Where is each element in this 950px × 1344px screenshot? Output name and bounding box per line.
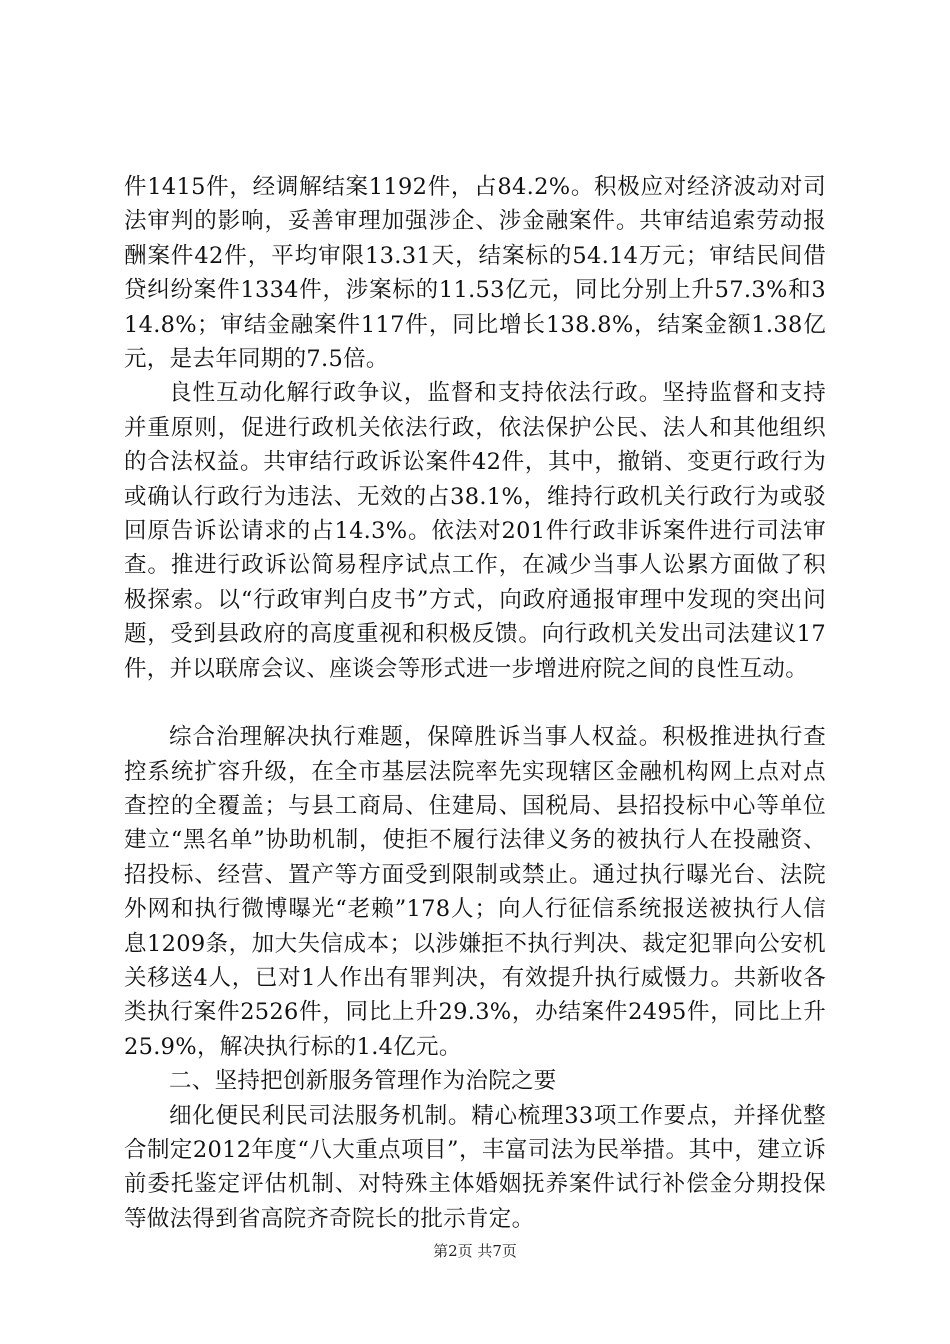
paragraph-continuation-financial-cases: 件1415件，经调解结案1192件，占84.2%。积极应对经济波动对司法审判的影响，妥善审理加强涉企、涉金融案件。共审结追索劳动报酬案件42件，平均审限13.31天，结案标的54.14万元；审结民间借贷纠纷案件1334件，涉案标的11.53亿元，同比分别上升57.3%和314.8%；审结金融案件117件，同比增长138.8%，结案金额1.38亿元，是去年同期的7.5倍。 [124, 174, 826, 373]
document-body [124, 170, 826, 1236]
section-heading-innovation: 二、坚持把创新服务管理作为治院之要 [169, 1068, 557, 1095]
page-number-footer: 第2页 共7页 [433, 1242, 517, 1260]
paragraph-judicial-service: 细化便民利民司法服务机制。精心梳理33项工作要点，并择优整合制定2012年度“八大重点项目”，丰富司法为民举措。其中，建立诉前委托鉴定评估机制、对特殊主体婚姻抚养案件试行补偿金分期投保等做法得到省高院齐奇院长的批示肯定。 [124, 1102, 826, 1232]
paragraph-administrative-disputes: 良性互动化解行政争议，监督和支持依法行政。坚持监督和支持并重原则，促进行政机关依法行政，依法保护公民、法人和其他组织的合法权益。共审结行政诉讼案件42件，其中，撤销、变更行政行为或确认行政行为违法、无效的占38.1%，维持行政机关行政行为或驳回原告诉讼请求的占14.3%。依法对201件行政非诉案件进行司法审查。推进行政诉讼简易程序试点工作，在减少当事人讼累方面做了积极探索。以“行政审判白皮书”方式，向政府通报审理中发现的突出问题，受到县政府的高度重视和积极反馈。向行政机关发出司法建议17件，并以联席会议、座谈会等形式进一步增进府院之间的良性互动。 [124, 380, 826, 682]
paragraph-gap [124, 686, 826, 720]
paragraph-enforcement: 综合治理解决执行难题，保障胜诉当事人权益。积极推进执行查控系统扩容升级，在全市基层法院率先实现辖区金融机构网上点对点查控的全覆盖；与县工商局、住建局、国税局、县招投标中心等单位建立“黑名单”协助机制，使拒不履行法律义务的被执行人在投融资、招投标、经营、置产等方面受到限制或禁止。通过执行曝光台、法院外网和执行微博曝光“老赖”178人；向人行征信系统报送被执行人信息1209条，加大失信成本；以涉嫌拒不执行判决、裁定犯罪向公安机关移送4人，已对1人作出有罪判决，有效提升执行威慑力。共新收各类执行案件2526件，同比上升29.3%，办结案件2495件，同比上升25.9%，解决执行标的1.4亿元。 [124, 724, 826, 1060]
